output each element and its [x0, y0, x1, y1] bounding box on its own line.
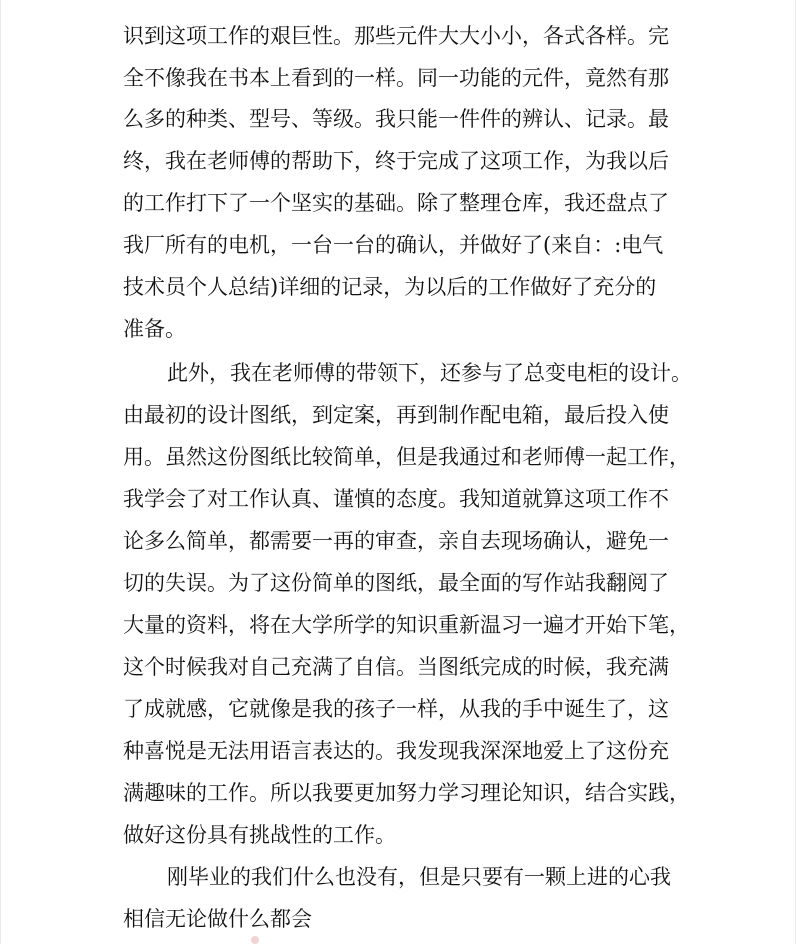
- text-line: 么多的种类、型号、等级。我只能一件件的辨认、记录。最: [123, 107, 669, 131]
- text-line: 终，我在老师傅的帮助下，终于完成了这项工作，为我以后: [123, 149, 669, 173]
- text-line: 全不像我在书本上看到的一样。同一功能的元件，竟然有那: [123, 66, 669, 90]
- text-line: 相信无论做什么都会: [123, 907, 312, 931]
- text-line: 了成就感，它就像是我的孩子一样，从我的手中诞生了，这: [123, 697, 669, 721]
- text-line: 用。虽然这份图纸比较简单，但是我通过和老师傅一起工作，: [123, 445, 690, 469]
- paragraph-first-line: 刚毕业的我们什么也没有，但是只要有一颗上进的心我: [167, 865, 671, 889]
- text-line: 满趣味的工作。所以我要更加努力学习理论知识，结合实践，: [123, 781, 690, 805]
- text-line: 做好这份具有挑战性的工作。: [123, 823, 396, 847]
- text-line: 这个时候我对自己充满了自信。当图纸完成的时候，我充满: [123, 655, 669, 679]
- text-line: 准备。: [123, 317, 186, 341]
- text-line: 由最初的设计图纸，到定案，再到制作配电箱，最后投入使: [123, 403, 669, 427]
- text-line: 的工作打下了一个坚实的基础。除了整理仓库，我还盘点了: [123, 191, 669, 215]
- paragraph-first-line: 此外，我在老师傅的带领下，还参与了总变电柜的设计。: [167, 361, 692, 385]
- page-mark: [251, 936, 259, 944]
- text-line: 我学会了对工作认真、谨慎的态度。我知道就算这项工作不: [123, 487, 669, 511]
- text-line: 技术员个人总结)详细的记录，为以后的工作做好了充分的: [123, 275, 657, 299]
- text-line: 识到这项工作的艰巨性。那些元件大大小小，各式各样。完: [123, 24, 669, 48]
- text-line: 大量的资料，将在大学所学的知识重新温习一遍才开始下笔，: [123, 613, 690, 637]
- text-line: 论多么简单，都需要一再的审查，亲自去现场确认，避免一: [123, 529, 669, 553]
- text-line: 种喜悦是无法用语言表达的。我发现我深深地爱上了这份充: [123, 739, 669, 763]
- text-line: 我厂所有的电机，一台一台的确认，并做好了(来自：:电气: [123, 233, 664, 257]
- text-line: 切的失误。为了这份简单的图纸，最全面的写作站我翻阅了: [123, 571, 669, 595]
